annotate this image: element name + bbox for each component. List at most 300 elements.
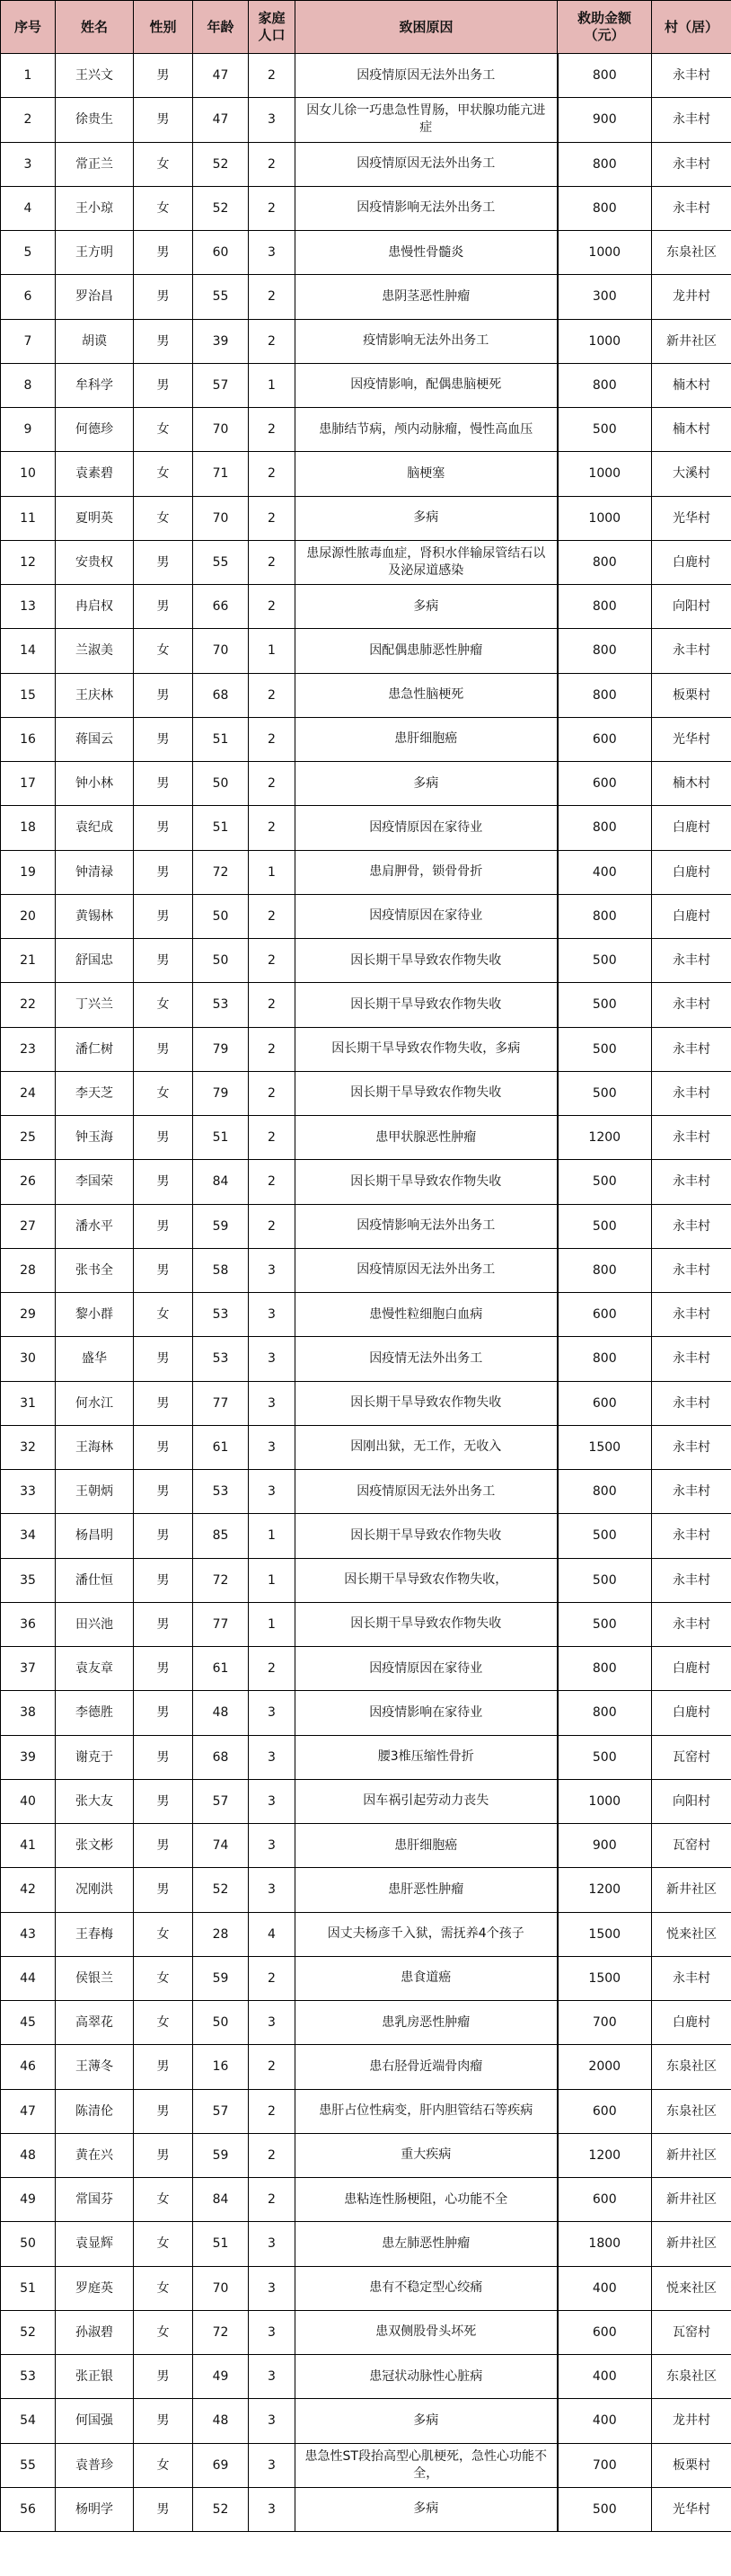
cell-name: 黄在兴 xyxy=(56,2133,134,2177)
cell-age: 71 xyxy=(193,452,249,496)
cell-village: 新井社区 xyxy=(652,2133,731,2177)
cell-reason: 患有不稳定型心绞痛 xyxy=(295,2266,558,2310)
cell-household: 4 xyxy=(249,1912,295,1956)
cell-no: 38 xyxy=(1,1691,56,1735)
cell-amount: 500 xyxy=(558,1160,652,1204)
cell-no: 32 xyxy=(1,1425,56,1469)
cell-age: 84 xyxy=(193,2178,249,2222)
table-row xyxy=(1,363,731,407)
cell-amount: 600 xyxy=(558,717,652,761)
cell-gender: 女 xyxy=(134,1912,193,1956)
cell-household: 2 xyxy=(249,673,295,717)
cell-no: 49 xyxy=(1,2178,56,2222)
cell-gender: 女 xyxy=(134,2222,193,2266)
cell-reason: 因女儿徐一巧患急性胃肠，甲状腺功能亢进症 xyxy=(295,98,558,142)
table-row xyxy=(1,2443,731,2487)
cell-no: 6 xyxy=(1,275,56,319)
cell-name: 况刚洪 xyxy=(56,1868,134,1912)
cell-gender: 男 xyxy=(134,1558,193,1602)
cell-amount: 800 xyxy=(558,186,652,230)
cell-household: 1 xyxy=(249,363,295,407)
cell-village: 瓦窑村 xyxy=(652,1824,731,1868)
cell-gender: 男 xyxy=(134,762,193,806)
cell-reason: 因长期干旱导致农作物失收 xyxy=(295,1071,558,1115)
table-row xyxy=(1,1204,731,1248)
cell-name: 蒋国云 xyxy=(56,717,134,761)
cell-name: 高翠花 xyxy=(56,2001,134,2045)
cell-amount: 300 xyxy=(558,275,652,319)
cell-gender: 男 xyxy=(134,540,193,584)
cell-village: 新井社区 xyxy=(652,2222,731,2266)
cell-no: 17 xyxy=(1,762,56,806)
cell-gender: 男 xyxy=(134,98,193,142)
cell-reason: 患粘连性肠梗阻，心功能不全 xyxy=(295,2178,558,2222)
cell-household: 3 xyxy=(249,2001,295,2045)
cell-reason: 患乳房恶性肿瘤 xyxy=(295,2001,558,2045)
cell-household: 1 xyxy=(249,1558,295,1602)
cell-no: 22 xyxy=(1,983,56,1027)
cell-reason: 患肝占位性病变，肝内胆管结石等疾病 xyxy=(295,2089,558,2133)
cell-no: 12 xyxy=(1,540,56,584)
cell-household: 2 xyxy=(249,762,295,806)
table-row xyxy=(1,1425,731,1469)
cell-no: 15 xyxy=(1,673,56,717)
cell-amount: 1200 xyxy=(558,1116,652,1160)
cell-reason: 重大疾病 xyxy=(295,2133,558,2177)
cell-no: 25 xyxy=(1,1116,56,1160)
table-row xyxy=(1,1691,731,1735)
cell-household: 3 xyxy=(249,2355,295,2399)
table-row xyxy=(1,2133,731,2177)
cell-village: 瓦窑村 xyxy=(652,2310,731,2354)
cell-gender: 男 xyxy=(134,363,193,407)
cell-name: 兰淑美 xyxy=(56,629,134,673)
cell-amount: 800 xyxy=(558,673,652,717)
cell-village: 永丰村 xyxy=(652,939,731,983)
cell-reason: 患急性ST段抬高型心肌梗死，急性心功能不全， xyxy=(295,2443,558,2487)
cell-household: 2 xyxy=(249,983,295,1027)
cell-no: 45 xyxy=(1,2001,56,2045)
table-row xyxy=(1,2399,731,2443)
cell-village: 新井社区 xyxy=(652,2178,731,2222)
cell-village: 永丰村 xyxy=(652,98,731,142)
cell-age: 68 xyxy=(193,673,249,717)
cell-reason: 因长期干旱导致农作物失收 xyxy=(295,1602,558,1646)
cell-village: 光华村 xyxy=(652,717,731,761)
header-household xyxy=(249,1,295,54)
table-row xyxy=(1,1027,731,1071)
cell-no: 54 xyxy=(1,2399,56,2443)
cell-age: 72 xyxy=(193,2310,249,2354)
cell-name: 王庆林 xyxy=(56,673,134,717)
cell-age: 47 xyxy=(193,54,249,98)
table-row xyxy=(1,939,731,983)
cell-gender: 女 xyxy=(134,1293,193,1337)
cell-age: 57 xyxy=(193,1779,249,1823)
cell-household: 3 xyxy=(249,2222,295,2266)
cell-village: 龙井村 xyxy=(652,2399,731,2443)
table-row xyxy=(1,1956,731,2000)
cell-reason: 患冠状动脉性心脏病 xyxy=(295,2355,558,2399)
cell-reason: 因疫情影响无法外出务工 xyxy=(295,1204,558,1248)
cell-age: 72 xyxy=(193,1558,249,1602)
cell-gender: 男 xyxy=(134,1248,193,1292)
cell-name: 常国芬 xyxy=(56,2178,134,2222)
cell-village: 永丰村 xyxy=(652,1602,731,1646)
cell-amount: 500 xyxy=(558,1204,652,1248)
cell-household: 2 xyxy=(249,894,295,938)
cell-household: 3 xyxy=(249,1735,295,1779)
cell-village: 永丰村 xyxy=(652,54,731,98)
cell-household: 3 xyxy=(249,1868,295,1912)
cell-amount: 800 xyxy=(558,629,652,673)
cell-name: 罗治昌 xyxy=(56,275,134,319)
cell-amount: 400 xyxy=(558,2355,652,2399)
cell-village: 永丰村 xyxy=(652,629,731,673)
cell-reason: 患急性脑梗死 xyxy=(295,673,558,717)
header-no: 序号 xyxy=(1,1,56,54)
table-row xyxy=(1,142,731,186)
cell-household: 2 xyxy=(249,142,295,186)
cell-name: 罗庭英 xyxy=(56,2266,134,2310)
cell-reason: 因长期干旱导致农作物失收 xyxy=(295,1160,558,1204)
table-row xyxy=(1,1735,731,1779)
header-amount-line2: （元） xyxy=(584,27,625,43)
cell-age: 68 xyxy=(193,1735,249,1779)
cell-reason: 因长期干旱导致农作物失收 xyxy=(295,983,558,1027)
cell-reason: 患肝恶性肿瘤 xyxy=(295,1868,558,1912)
cell-no: 48 xyxy=(1,2133,56,2177)
cell-name: 钟清禄 xyxy=(56,850,134,894)
table-row xyxy=(1,540,731,584)
cell-household: 3 xyxy=(249,2310,295,2354)
cell-reason: 患慢性骨髓炎 xyxy=(295,231,558,275)
cell-amount: 1000 xyxy=(558,231,652,275)
cell-name: 袁显辉 xyxy=(56,2222,134,2266)
cell-gender: 男 xyxy=(134,231,193,275)
cell-gender: 男 xyxy=(134,1204,193,1248)
cell-amount: 600 xyxy=(558,1293,652,1337)
cell-age: 49 xyxy=(193,2355,249,2399)
cell-reason: 患肩胛骨，锁骨骨折 xyxy=(295,850,558,894)
cell-name: 张书全 xyxy=(56,1248,134,1292)
cell-age: 61 xyxy=(193,1647,249,1691)
cell-reason: 因疫情原因在家待业 xyxy=(295,894,558,938)
cell-village: 向阳村 xyxy=(652,585,731,629)
cell-age: 58 xyxy=(193,1248,249,1292)
cell-household: 2 xyxy=(249,2178,295,2222)
cell-gender: 男 xyxy=(134,1160,193,1204)
cell-household: 3 xyxy=(249,2443,295,2487)
cell-name: 盛华 xyxy=(56,1337,134,1381)
cell-no: 52 xyxy=(1,2310,56,2354)
cell-name: 何水江 xyxy=(56,1381,134,1425)
cell-reason: 多病 xyxy=(295,2487,558,2531)
cell-age: 51 xyxy=(193,717,249,761)
cell-no: 23 xyxy=(1,1027,56,1071)
table-row xyxy=(1,762,731,806)
cell-age: 28 xyxy=(193,1912,249,1956)
cell-amount: 800 xyxy=(558,1470,652,1514)
cell-household: 2 xyxy=(249,1956,295,2000)
cell-gender: 男 xyxy=(134,1381,193,1425)
cell-amount: 1500 xyxy=(558,1425,652,1469)
cell-name: 田兴池 xyxy=(56,1602,134,1646)
cell-name: 胡谟 xyxy=(56,319,134,363)
table-row xyxy=(1,585,731,629)
cell-age: 74 xyxy=(193,1824,249,1868)
cell-gender: 女 xyxy=(134,2443,193,2487)
cell-gender: 女 xyxy=(134,2266,193,2310)
cell-village: 永丰村 xyxy=(652,1116,731,1160)
cell-household: 3 xyxy=(249,1470,295,1514)
table-row xyxy=(1,2266,731,2310)
cell-gender: 女 xyxy=(134,2001,193,2045)
cell-village: 永丰村 xyxy=(652,1337,731,1381)
cell-amount: 600 xyxy=(558,1381,652,1425)
cell-reason: 因疫情原因无法外出务工 xyxy=(295,54,558,98)
table-row xyxy=(1,2178,731,2222)
cell-gender: 男 xyxy=(134,717,193,761)
table-row xyxy=(1,1514,731,1558)
cell-reason: 患肺结节病，颅内动脉瘤，慢性高血压 xyxy=(295,408,558,452)
table-row xyxy=(1,54,731,98)
header-household-line1: 家庭 xyxy=(258,10,286,26)
cell-name: 舒国忠 xyxy=(56,939,134,983)
cell-no: 53 xyxy=(1,2355,56,2399)
cell-amount: 500 xyxy=(558,1558,652,1602)
cell-no: 46 xyxy=(1,2045,56,2089)
cell-gender: 男 xyxy=(134,806,193,850)
cell-amount: 900 xyxy=(558,1824,652,1868)
cell-no: 30 xyxy=(1,1337,56,1381)
cell-name: 侯银兰 xyxy=(56,1956,134,2000)
cell-gender: 男 xyxy=(134,2045,193,2089)
cell-name: 常正兰 xyxy=(56,142,134,186)
cell-amount: 1000 xyxy=(558,319,652,363)
cell-gender: 男 xyxy=(134,1647,193,1691)
cell-household: 3 xyxy=(249,2487,295,2531)
cell-village: 白鹿村 xyxy=(652,1691,731,1735)
cell-village: 永丰村 xyxy=(652,142,731,186)
cell-reason: 多病 xyxy=(295,762,558,806)
cell-name: 王方明 xyxy=(56,231,134,275)
cell-village: 永丰村 xyxy=(652,1956,731,2000)
cell-no: 47 xyxy=(1,2089,56,2133)
cell-amount: 800 xyxy=(558,1691,652,1735)
cell-household: 2 xyxy=(249,452,295,496)
cell-village: 白鹿村 xyxy=(652,540,731,584)
cell-household: 1 xyxy=(249,629,295,673)
cell-age: 77 xyxy=(193,1602,249,1646)
table-row xyxy=(1,1248,731,1292)
cell-name: 谢克于 xyxy=(56,1735,134,1779)
cell-no: 1 xyxy=(1,54,56,98)
table-row xyxy=(1,894,731,938)
cell-village: 永丰村 xyxy=(652,1381,731,1425)
cell-name: 王海林 xyxy=(56,1425,134,1469)
cell-gender: 男 xyxy=(134,319,193,363)
header-age: 年龄 xyxy=(193,1,249,54)
cell-amount: 800 xyxy=(558,142,652,186)
cell-name: 丁兴兰 xyxy=(56,983,134,1027)
table-row xyxy=(1,2089,731,2133)
cell-gender: 男 xyxy=(134,2487,193,2531)
cell-name: 袁普珍 xyxy=(56,2443,134,2487)
cell-household: 2 xyxy=(249,186,295,230)
cell-village: 光华村 xyxy=(652,496,731,540)
table-row xyxy=(1,1293,731,1337)
cell-household: 2 xyxy=(249,806,295,850)
cell-no: 44 xyxy=(1,1956,56,2000)
cell-household: 2 xyxy=(249,1116,295,1160)
cell-village: 永丰村 xyxy=(652,1248,731,1292)
cell-no: 35 xyxy=(1,1558,56,1602)
cell-village: 楠木村 xyxy=(652,363,731,407)
cell-reason: 因疫情原因在家待业 xyxy=(295,806,558,850)
cell-village: 东泉社区 xyxy=(652,231,731,275)
cell-amount: 600 xyxy=(558,2310,652,2354)
table-row xyxy=(1,1824,731,1868)
cell-name: 何德珍 xyxy=(56,408,134,452)
table-row xyxy=(1,231,731,275)
cell-name: 孙淑碧 xyxy=(56,2310,134,2354)
table-row xyxy=(1,673,731,717)
table-row xyxy=(1,1647,731,1691)
cell-age: 57 xyxy=(193,2089,249,2133)
cell-amount: 600 xyxy=(558,2178,652,2222)
cell-age: 52 xyxy=(193,1868,249,1912)
cell-gender: 女 xyxy=(134,2310,193,2354)
cell-village: 东泉社区 xyxy=(652,2045,731,2089)
cell-village: 永丰村 xyxy=(652,1425,731,1469)
cell-age: 50 xyxy=(193,894,249,938)
cell-village: 东泉社区 xyxy=(652,2089,731,2133)
cell-age: 57 xyxy=(193,363,249,407)
cell-name: 李天芝 xyxy=(56,1071,134,1115)
cell-amount: 700 xyxy=(558,2443,652,2487)
cell-gender: 女 xyxy=(134,496,193,540)
cell-amount: 1000 xyxy=(558,496,652,540)
cell-name: 钟小林 xyxy=(56,762,134,806)
cell-household: 1 xyxy=(249,1514,295,1558)
cell-age: 59 xyxy=(193,2133,249,2177)
cell-amount: 800 xyxy=(558,540,652,584)
cell-age: 53 xyxy=(193,1470,249,1514)
table-row xyxy=(1,629,731,673)
cell-village: 永丰村 xyxy=(652,1027,731,1071)
table-row xyxy=(1,1602,731,1646)
cell-reason: 患尿源性脓毒血症，肾积水伴输尿管结石以及泌尿道感染 xyxy=(295,540,558,584)
cell-name: 杨昌明 xyxy=(56,1514,134,1558)
cell-household: 2 xyxy=(249,408,295,452)
cell-name: 夏明英 xyxy=(56,496,134,540)
cell-name: 冉启权 xyxy=(56,585,134,629)
table-row xyxy=(1,2222,731,2266)
cell-household: 2 xyxy=(249,1204,295,1248)
table-row xyxy=(1,1071,731,1115)
table-row xyxy=(1,1868,731,1912)
cell-reason: 患阴茎恶性肿瘤 xyxy=(295,275,558,319)
cell-reason: 因疫情影响在家待业 xyxy=(295,1691,558,1735)
cell-village: 永丰村 xyxy=(652,1558,731,1602)
cell-gender: 女 xyxy=(134,983,193,1027)
cell-name: 黎小群 xyxy=(56,1293,134,1337)
cell-age: 16 xyxy=(193,2045,249,2089)
cell-amount: 1000 xyxy=(558,452,652,496)
cell-gender: 男 xyxy=(134,54,193,98)
table-row xyxy=(1,717,731,761)
header-amount xyxy=(558,1,652,54)
cell-no: 42 xyxy=(1,1868,56,1912)
cell-reason: 患肝细胞癌 xyxy=(295,1824,558,1868)
cell-age: 50 xyxy=(193,762,249,806)
cell-village: 白鹿村 xyxy=(652,806,731,850)
table-row xyxy=(1,319,731,363)
cell-reason: 因长期干旱导致农作物失收，多病 xyxy=(295,1027,558,1071)
cell-age: 69 xyxy=(193,2443,249,2487)
cell-name: 张正银 xyxy=(56,2355,134,2399)
header-gender: 性别 xyxy=(134,1,193,54)
cell-gender: 男 xyxy=(134,1116,193,1160)
cell-age: 60 xyxy=(193,231,249,275)
cell-household: 3 xyxy=(249,98,295,142)
cell-no: 5 xyxy=(1,231,56,275)
cell-village: 永丰村 xyxy=(652,1160,731,1204)
cell-gender: 男 xyxy=(134,1602,193,1646)
cell-no: 33 xyxy=(1,1470,56,1514)
cell-name: 黄锡林 xyxy=(56,894,134,938)
cell-household: 3 xyxy=(249,1248,295,1292)
cell-name: 钟玉海 xyxy=(56,1116,134,1160)
table-row xyxy=(1,1558,731,1602)
cell-household: 3 xyxy=(249,231,295,275)
header-village: 村（居） xyxy=(652,1,731,54)
cell-reason: 脑梗塞 xyxy=(295,452,558,496)
cell-name: 张文彬 xyxy=(56,1824,134,1868)
cell-age: 50 xyxy=(193,939,249,983)
table-row xyxy=(1,1470,731,1514)
cell-village: 白鹿村 xyxy=(652,894,731,938)
cell-no: 50 xyxy=(1,2222,56,2266)
cell-no: 43 xyxy=(1,1912,56,1956)
cell-age: 53 xyxy=(193,983,249,1027)
cell-age: 84 xyxy=(193,1160,249,1204)
cell-gender: 男 xyxy=(134,275,193,319)
cell-village: 悦来社区 xyxy=(652,1912,731,1956)
cell-amount: 400 xyxy=(558,2266,652,2310)
cell-age: 50 xyxy=(193,2001,249,2045)
table-row xyxy=(1,1337,731,1381)
cell-household: 2 xyxy=(249,1647,295,1691)
header-name: 姓名 xyxy=(56,1,134,54)
cell-village: 白鹿村 xyxy=(652,2001,731,2045)
cell-reason: 患右胫骨近端骨肉瘤 xyxy=(295,2045,558,2089)
cell-no: 34 xyxy=(1,1514,56,1558)
cell-village: 新井社区 xyxy=(652,319,731,363)
cell-age: 72 xyxy=(193,850,249,894)
cell-reason: 患左肺恶性肿瘤 xyxy=(295,2222,558,2266)
cell-amount: 600 xyxy=(558,762,652,806)
cell-age: 55 xyxy=(193,275,249,319)
cell-household: 3 xyxy=(249,1824,295,1868)
cell-age: 79 xyxy=(193,1071,249,1115)
cell-household: 3 xyxy=(249,1425,295,1469)
cell-age: 53 xyxy=(193,1293,249,1337)
cell-no: 29 xyxy=(1,1293,56,1337)
cell-no: 19 xyxy=(1,850,56,894)
cell-no: 14 xyxy=(1,629,56,673)
